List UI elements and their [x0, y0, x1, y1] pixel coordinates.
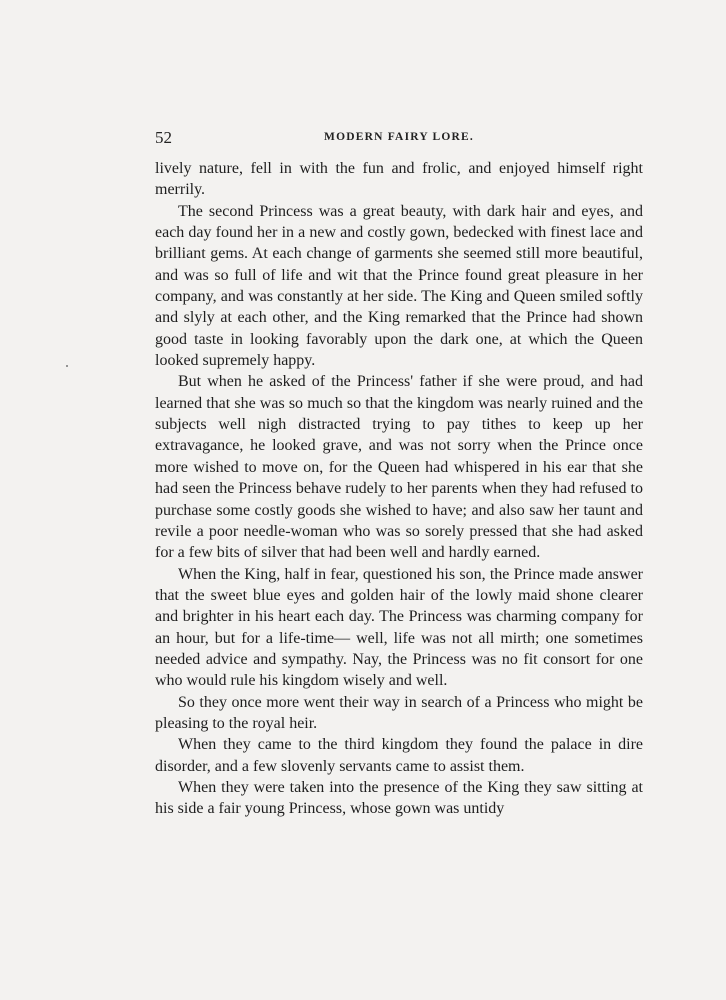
- paragraph-second-princess: The second Princess was a great beauty, with dark hair and eyes, and each day found her in a new and costly gown, bedecked with finest lace and brilliant gems. At each change of garments she seemed still more beautiful, and was so full of life and wit that the Prince found great pleasure in her company, and was constantly at her side. The King and Queen smiled softly and slyly at each other, and the King remarked that the Prince had shown good taste in looking favorably upon the dark one, at which the Queen looked supremely happy.: [155, 202, 643, 370]
- paragraph-princess-proud: But when he asked of the Princess' father if she were proud, and had learned that she was so much so that the kingdom was nearly ruined and the subjects well nigh distracted trying to pay tithes to keep up her extravagance, he looked grave, and was not sorry when the Prince once more wished to move on, for the Queen had whispered in his ear that she had seen the Princess behave rudely to her parents when they had refused to purchase some costly goods she wished to have; and also saw her taunt and revile a poor needle-woman who was so sorely pressed that she had asked for a few bits of silver that had been well and hardly earned.: [155, 373, 643, 562]
- paragraph-third-princess: When they were taken into the presence of the King they saw sitting at his side a fair young Princess, whose gown was untidy: [155, 778, 643, 818]
- paragraph-continuation: lively nature, fell in with the fun and frolic, and enjoyed himself right merrily.: [155, 160, 643, 199]
- page-number: 52: [155, 128, 172, 147]
- page-header: [155, 128, 643, 150]
- stray-mark: [66, 365, 68, 367]
- paragraph-king-questions-son: When the King, half in fear, questioned his son, the Prince made answer that the sweet blue eyes and golden hair of the lowly maid shone clearer and brighter in his heart each day. The Princess was charming company for an hour, but for a life-time— well, life was not all mirth; one sometimes needed advice and sympathy. Nay, the Princess was no fit consort for one who would rule his kingdom wisely and well.: [155, 565, 643, 690]
- running-head: MODERN FAIRY LORE.: [324, 131, 474, 143]
- body-text: [155, 158, 643, 820]
- paragraph-search-continues: So they once more went their way in search of a Princess who might be pleasing to the royal heir.: [155, 693, 643, 732]
- paragraph-third-kingdom: When they came to the third kingdom they found the palace in dire disorder, and a few slovenly servants came to assist them.: [155, 736, 643, 775]
